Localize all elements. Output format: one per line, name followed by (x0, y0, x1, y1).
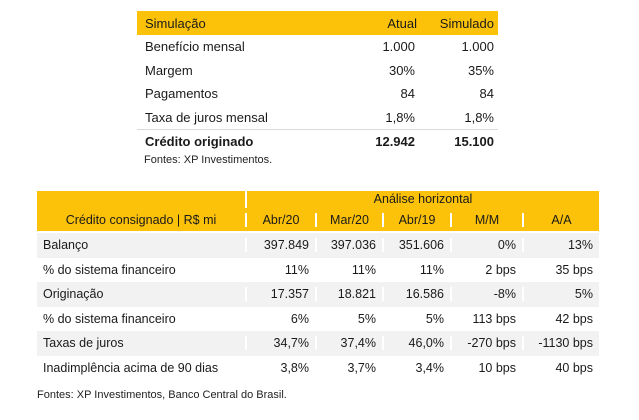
cell: 13% (522, 238, 599, 252)
cell: 397.849 (245, 238, 315, 252)
total-row (137, 129, 498, 153)
row-label: Benefício mensal (145, 39, 245, 55)
cell: -1130 bps (522, 336, 599, 350)
source-note: Fontes: XP Investimentos, Banco Central do Brasil. (37, 389, 287, 401)
cell: 1,8% (464, 110, 494, 126)
table-row (37, 356, 599, 381)
header-cell: Crédito consignado | R$ mi (65, 212, 217, 227)
row-label: Inadimplência acima de 90 dias (43, 360, 219, 375)
cell: 113 bps (450, 312, 522, 326)
cell: 0% (450, 238, 522, 252)
row-label: Taxa de juros mensal (145, 110, 268, 126)
header-cell: Atual (387, 15, 417, 31)
simulation-table (137, 11, 498, 153)
cell: 5% (315, 312, 382, 326)
row-label: Pagamentos (145, 86, 218, 102)
table-row (37, 282, 599, 307)
cell: 37,4% (315, 336, 382, 350)
cell: 35% (467, 62, 494, 78)
cell: 3,4% (382, 361, 450, 375)
cell: 42 bps (522, 312, 599, 326)
table-row (37, 307, 599, 332)
source-note: Fontes: XP Investimentos. (144, 154, 273, 166)
header-cell: M/M (450, 213, 522, 227)
row-label: % do sistema financeiro (43, 311, 176, 326)
cell: 18.821 (315, 287, 382, 301)
column-headers (37, 208, 599, 231)
cell: 2 bps (450, 263, 522, 277)
cell: 35 bps (522, 263, 599, 277)
cell: 1,8% (385, 110, 415, 126)
cell: 3,7% (315, 361, 382, 375)
table-row (37, 233, 599, 258)
table-row (137, 82, 498, 106)
cell: 84 (400, 86, 415, 102)
row-label: Margem (145, 62, 193, 78)
group-header: Análise horizontal (245, 191, 599, 208)
cell: 1.000 (461, 39, 494, 55)
row-label: Originação (43, 287, 104, 302)
simulation-table-header (137, 11, 498, 35)
table-row (137, 106, 498, 130)
cell: 351.606 (382, 238, 450, 252)
cell: 11% (382, 263, 450, 277)
cell: 10 bps (450, 361, 522, 375)
cell: 397.036 (315, 238, 382, 252)
header-cell: Simulado (439, 15, 494, 31)
row-label: Taxas de juros (43, 336, 124, 351)
table-row (137, 35, 498, 59)
row-label: Crédito originado (145, 134, 254, 150)
table-row (137, 59, 498, 83)
row-label: % do sistema financeiro (43, 262, 176, 277)
header-cell: Abr/19 (382, 213, 450, 227)
table-row (37, 331, 599, 356)
table-body (37, 233, 599, 380)
cell: 40 bps (522, 361, 599, 375)
cell: 5% (522, 287, 599, 301)
header-cell: A/A (522, 213, 599, 227)
cell: 11% (315, 263, 382, 277)
cell: 1.000 (382, 39, 415, 55)
cell: 6% (245, 312, 315, 326)
cell: 16.586 (382, 287, 450, 301)
cell: 11% (245, 263, 315, 277)
header-cell: Simulação (145, 15, 206, 31)
cell: 84 (479, 86, 494, 102)
cell: 46,0% (382, 336, 450, 350)
cell: 17.357 (245, 287, 315, 301)
cell: 34,7% (245, 336, 315, 350)
cell: 30% (388, 62, 415, 78)
cell: 3,8% (245, 361, 315, 375)
table-row (37, 258, 599, 283)
cell: -270 bps (450, 336, 522, 350)
cell: 15.100 (454, 134, 494, 150)
row-label: Balanço (43, 238, 89, 253)
header-cell: Abr/20 (245, 213, 315, 227)
cell: 12.942 (375, 134, 415, 150)
cell: -8% (450, 287, 522, 301)
header-cell: Mar/20 (315, 213, 382, 227)
cell: 5% (382, 312, 450, 326)
